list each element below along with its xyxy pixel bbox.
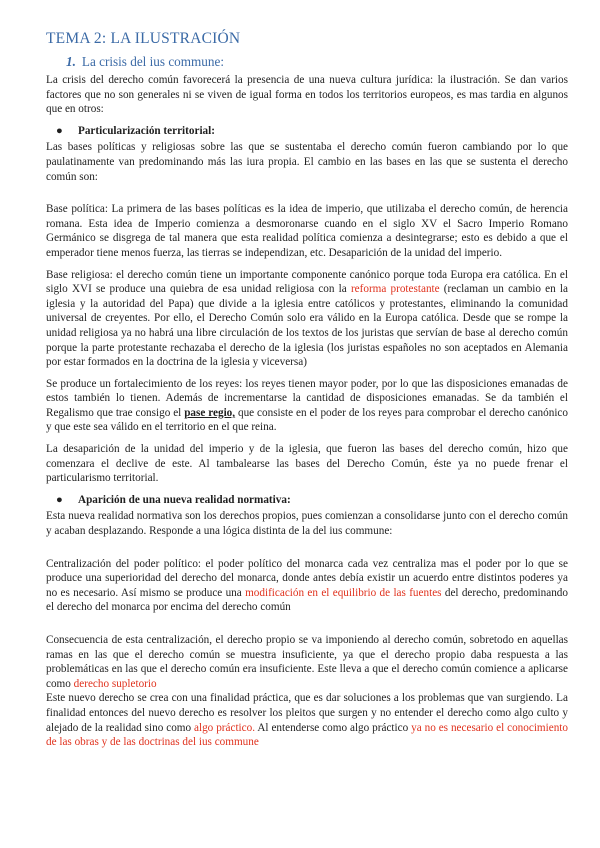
document-title: TEMA 2: LA ILUSTRACIÓN	[46, 30, 241, 47]
bullet-heading-nueva-realidad	[46, 493, 568, 508]
text-run: Este nuevo derecho se crea con una finalidad práctica, que es dar soluciones a los problemas que van surgiendo. La finalidad entonces del nuevo derecho es resolver los pleitos que surgen y no entender el derecho como algo culto y alejado de la realidad sino como	[46, 692, 568, 734]
text-run: Al entenderse como algo práctico	[255, 721, 412, 734]
paragraph-base-religiosa	[46, 268, 568, 370]
text-run: del derecho, predominando el derecho del monarca por encima del derecho común	[46, 586, 568, 614]
document-page	[46, 30, 568, 757]
text-run: Base religiosa: el derecho común tiene un importante componente canónico porque toda Europa era católica. En el siglo XVI se produce una quiebra de esa unidad religiosa con la	[46, 268, 568, 296]
blank-line	[46, 546, 568, 557]
paragraph-centralizacion	[46, 557, 568, 615]
text-run: (reclaman un cambio en la iglesia y la autoridad del Papa) que divide a la iglesia entre católicos y protestantes, eliminando la comunidad universal de creyentes. Por ello, el Derecho Común solo era válido en la Europa católica. Desde que se rompe la unidad religiosa ya no habrá una libre circulación de los textos de los juristas que servían de base al derecho común porque la parte protestante rechazaba el derecho de la iglesia (los juristas españoles no son aceptados en Alemania por estar formados en la doctrina de la iglesia y viceversa)	[46, 283, 568, 369]
section-heading	[46, 54, 568, 70]
section-heading-text: La crisis del ius commune:	[81, 54, 224, 69]
text-run: Se produce un fortalecimiento de los reyes: los reyes tienen mayor poder, por lo que las disposiciones emanadas de estos también lo tienen. Además de incrementarse la cantidad de disposiciones emanadas. Se da también el Regalismo que trae consigo el	[46, 377, 568, 419]
text-run: Centralización del poder político: el poder político del monarca cada vez centraliza mas el poder por lo que se produce una superioridad del derecho del monarca, donde antes debía existir un acuerdo entre distintos poderes ya no es necesario. Así mismo se produce una	[46, 557, 568, 599]
paragraph-consecuencia	[46, 633, 568, 691]
paragraph-fortalecimiento-reyes	[46, 377, 568, 435]
blank-line	[46, 191, 568, 202]
text-run: Consecuencia de esta centralización, el derecho propio se va imponiendo al derecho común, sobretodo en aquellas ramas en las que el derecho común se muestra insuficiente, ya que el derecho propio daba respuesta a las problemáticas en las que el derecho común era insuficiente. Este lleva a que el derecho común comience a aplicarse como	[46, 634, 568, 690]
bullet-dot-icon: ●	[56, 124, 63, 137]
intro-paragraph: La crisis del derecho común favorecerá la presencia de una nueva cultura jurídica: la ilustración. Se dan varios factores que no son generales ni se viven de igual forma en todos los territorios europeos, es mas tardia en algunos que en otros:	[46, 74, 568, 116]
bullet-heading-text: Particularización territorial:	[78, 124, 215, 137]
paragraph-nueva-realidad: Esta nueva realidad normativa son los derechos propios, pues comienzan a consolidarse junto con el derecho común y acaban desplazando. Responde a una lógica distinta de la del ius commune:	[46, 510, 568, 538]
text-run: que consiste en el poder de los reyes para comprobar el derecho canónico y que este sea válido en el territorio en el que reina.	[46, 406, 568, 434]
paragraph-finalidad-practica	[46, 691, 568, 749]
highlight-algo-practico: algo práctico.	[194, 721, 256, 734]
paragraph-bases: Las bases políticas y religiosas sobre las que se sustentaba el derecho común fueron cambiando por lo que paulatinamente van predominando más las iura propia. El cambio en las bases en las que se sustenta el derecho común son:	[46, 141, 568, 183]
emphasis-pase-regio: pase regio,	[184, 406, 236, 419]
bullet-heading-text: Aparición de una nueva realidad normativa:	[78, 493, 291, 506]
blank-line	[46, 622, 568, 633]
highlight-derecho-supletorio: derecho supletorio	[73, 677, 157, 690]
section-number: 1.	[66, 54, 76, 69]
paragraph-desaparicion: La desaparición de la unidad del imperio y de la iglesia, que fueron las bases del derecho común, hizo que comenzara el declive de este. Al tambalearse las bases del Derecho Común, éste ya no puede frenar el particularismo territorial.	[46, 443, 568, 485]
highlight-modificacion-fuentes: modificación en el equilibrio de las fuentes	[245, 586, 442, 599]
highlight-reforma-protestante: reforma protestante	[350, 283, 440, 296]
highlight-conocimiento-obras: ya no es necesario el conocimiento de las obras y de las doctrinas del ius commune	[46, 721, 569, 749]
bullet-dot-icon: ●	[56, 493, 63, 506]
bullet-heading-particularizacion	[46, 124, 568, 139]
paragraph-base-politica: Base política: La primera de las bases políticas es la idea de imperio, que utilizaba el derecho común, de herencia romana. Esta idea de Imperio comienza a desmoronarse cuando en el siglo XV el Sacro Imperio Romano Germánico se disgrega de tal manera que esta realidad política comienza a desintegrarse; esto es debido a que el emperador tiene menos fuerza, las tierras se independizan, etc. Desaparición de la unidad del imperio.	[46, 203, 568, 259]
